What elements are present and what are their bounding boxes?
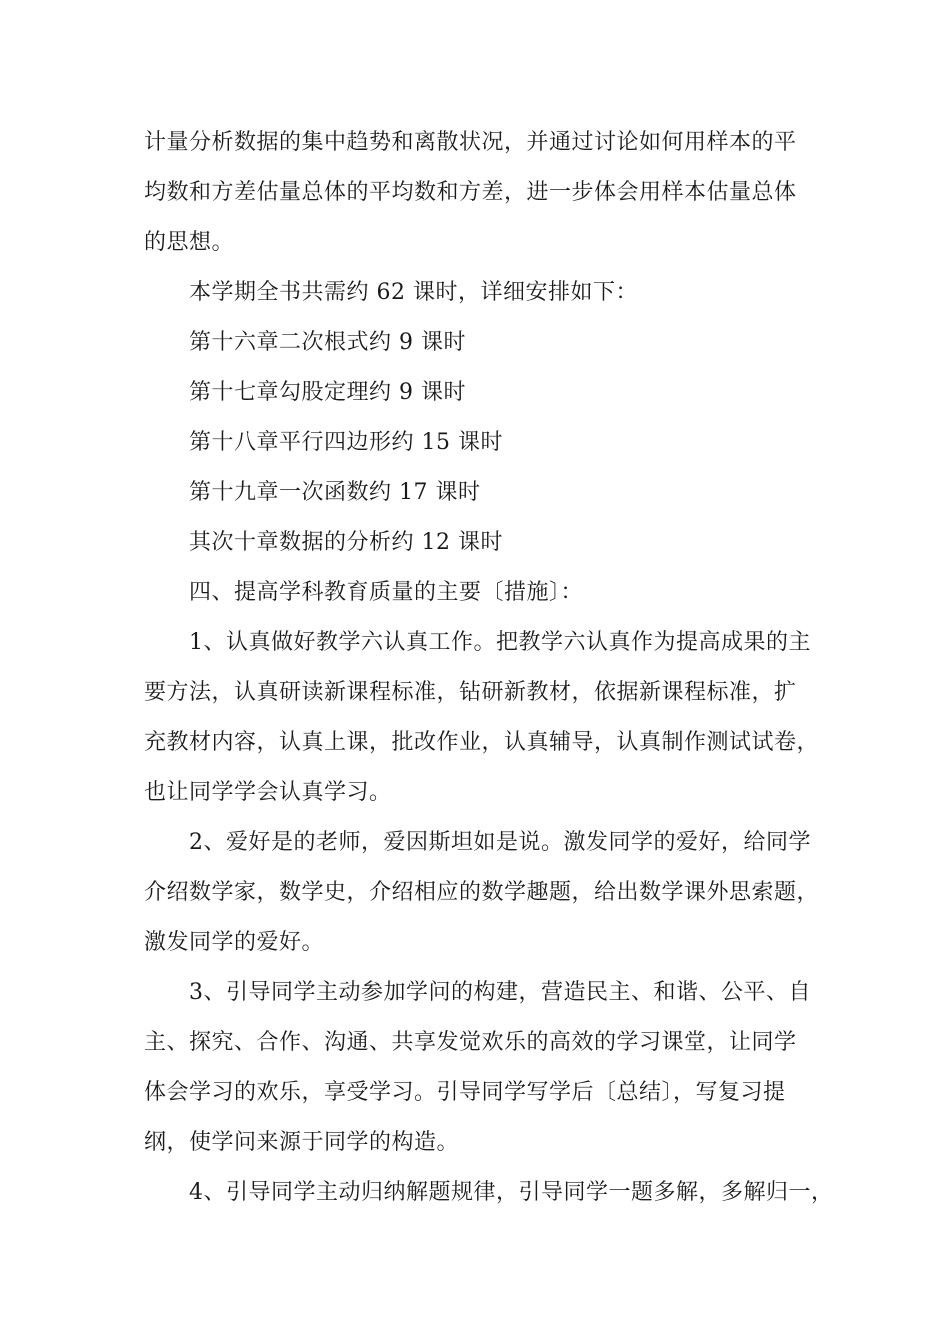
chapter-line: 其次十章数据的分析约 12 课时: [189, 530, 503, 555]
chapter-line: 第十七章勾股定理约 9 课时: [189, 380, 466, 405]
document-body: [144, 130, 834, 1230]
text-line: 要方法，认真研读新课程标准，钻研新教材，依据新课程标准，扩: [144, 680, 797, 705]
text-line: 4、引导同学主动归纳解题规律，引导同学一题多解，多解归一，: [189, 1180, 834, 1205]
text-line: 体会学习的欢乐，享受学习。引导同学写学后〔总结〕，写复习提: [144, 1080, 786, 1105]
chapter-line: 第十八章平行四边形约 15 课时: [189, 430, 503, 455]
text-line: 纲，使学问来源于同学的构造。: [144, 1130, 460, 1155]
text-line: 介绍数学家，数学史，介绍相应的数学趣题，给出数学课外思索题，: [144, 880, 820, 905]
text-line: 主、探究、合作、沟通、共享发觉欢乐的高效的学习课堂，让同学: [144, 1030, 797, 1055]
text-line: 均数和方差估量总体的平均数和方差，进一步体会用样本估量总体: [144, 180, 797, 205]
section-heading: 四、提高学科教育质量的主要〔措施〕：: [189, 580, 584, 605]
text-line: 激发同学的爱好。: [144, 930, 325, 955]
text-line: 也让同学学会认真学习。: [144, 780, 392, 805]
text-line: 2、爱好是的老师，爱因斯坦如是说。激发同学的爱好，给同学: [189, 830, 811, 855]
text-line: 3、引导同学主动参加学问的构建，营造民主、和谐、公平、自: [189, 980, 811, 1005]
chapter-line: 第十九章一次函数约 17 课时: [189, 480, 481, 505]
chapter-line: 第十六章二次根式约 9 课时: [189, 330, 466, 355]
text-line: 本学期全书共需约 62 课时，详细安排如下：: [189, 280, 638, 305]
text-line: 计量分析数据的集中趋势和离散状况，并通过讨论如何用样本的平: [144, 130, 797, 155]
text-line: 充教材内容，认真上课，批改作业，认真辅导，认真制作测试试卷，: [144, 730, 820, 755]
text-line: 1、认真做好教学六认真工作。把教学六认真作为提高成果的主: [189, 630, 811, 655]
text-line: 的思想。: [144, 230, 235, 255]
